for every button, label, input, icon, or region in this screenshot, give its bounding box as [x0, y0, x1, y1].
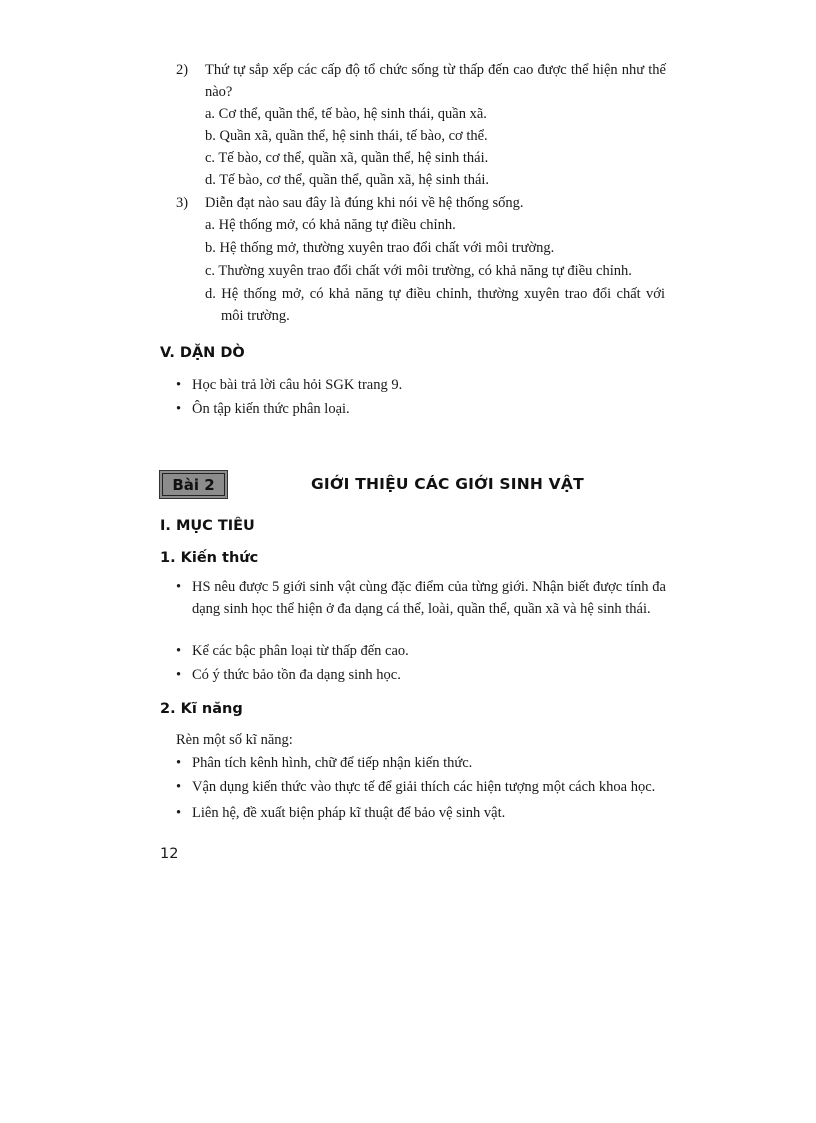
list-item — [176, 374, 666, 396]
question-3-option-a: a. Hệ thống mở, có khả năng tự điều chỉnh. — [205, 217, 456, 233]
question-3-option-b: b. Hệ thống mở, thường xuyên trao đổi chất với môi trường. — [205, 240, 555, 256]
list-item — [176, 752, 666, 774]
list-item-text: Vận dụng kiến thức vào thực tế để giải thích các hiện tượng một cách khoa học. — [192, 779, 656, 795]
bullet-icon: • — [176, 779, 182, 795]
lesson-badge — [159, 470, 228, 499]
question-2-option-b: b. Quần xã, quần thể, hệ sinh thái, tế bào, cơ thể. — [205, 128, 488, 144]
page-number: 12 — [160, 846, 179, 862]
question-text: Thứ tự sắp xếp các cấp độ tổ chức sống từ thấp đến cao được thể hiện như thế nào? — [205, 62, 666, 100]
question-2-option-c: c. Tế bào, cơ thể, quần xã, quần thể, hệ sinh thái. — [205, 150, 489, 166]
bullet-icon: • — [176, 377, 182, 393]
list-item — [176, 576, 666, 620]
list-item-text: Kể các bậc phân loại từ thấp đến cao. — [192, 643, 409, 659]
section-i-heading: I. MỤC TIÊU — [160, 518, 255, 534]
question-3-option-c: c. Thường xuyên trao đổi chất với môi trường, có khả năng tự điều chỉnh. — [205, 263, 632, 279]
list-item — [176, 398, 666, 420]
bullet-icon: • — [176, 805, 182, 821]
list-item — [176, 802, 666, 824]
question-text: Diễn đạt nào sau đây là đúng khi nói về hệ thống sống. — [205, 195, 524, 211]
knowledge-heading: 1. Kiến thức — [160, 550, 259, 566]
list-item-text: Học bài trả lời câu hỏi SGK trang 9. — [192, 377, 403, 393]
list-item-text: Ôn tập kiến thức phân loại. — [192, 401, 350, 417]
list-item-text: Phân tích kênh hình, chữ để tiếp nhận kiến thức. — [192, 755, 473, 771]
lesson-badge-label: Bài 2 — [162, 473, 225, 496]
bullet-icon: • — [176, 643, 182, 659]
question-number: 2) — [176, 62, 189, 78]
question-2-option-d: d. Tế bào, cơ thể, quần thể, quần xã, hệ sinh thái. — [205, 172, 490, 188]
question-2-option-a: a. Cơ thể, quần thể, tế bào, hệ sinh thái, quần xã. — [205, 106, 487, 122]
lesson-title: GIỚI THIỆU CÁC GIỚI SINH VẬT — [311, 475, 584, 493]
list-item — [176, 664, 666, 686]
list-item-text: HS nêu được 5 giới sinh vật cùng đặc điểm của từng giới. Nhận biết được tính đa dạng sinh học thể hiện ở đa dạng cá thể, loài, quần thể, quần xã và hệ sinh thái. — [192, 579, 666, 617]
skills-heading: 2. Kĩ năng — [160, 701, 243, 717]
bullet-icon: • — [176, 401, 182, 417]
option-text: d. Hệ thống mở, có khả năng tự điều chỉnh, thường xuyên trao đổi chất với môi trường. — [205, 286, 665, 324]
bullet-icon: • — [176, 579, 182, 595]
question-number: 3) — [176, 195, 189, 211]
section-v-heading: V. DẶN DÒ — [160, 345, 245, 361]
skills-intro: Rèn một số kĩ năng: — [176, 732, 293, 748]
bullet-icon: • — [176, 667, 182, 683]
list-item — [176, 640, 666, 662]
list-item-text: Có ý thức bảo tồn đa dạng sinh học. — [192, 667, 401, 683]
bullet-icon: • — [176, 755, 182, 771]
question-3-option-d — [205, 283, 665, 327]
question-2 — [176, 59, 666, 103]
question-3 — [176, 192, 666, 214]
list-item-text: Liên hệ, đề xuất biện pháp kĩ thuật để bảo vệ sinh vật. — [192, 805, 506, 821]
list-item — [176, 776, 666, 798]
